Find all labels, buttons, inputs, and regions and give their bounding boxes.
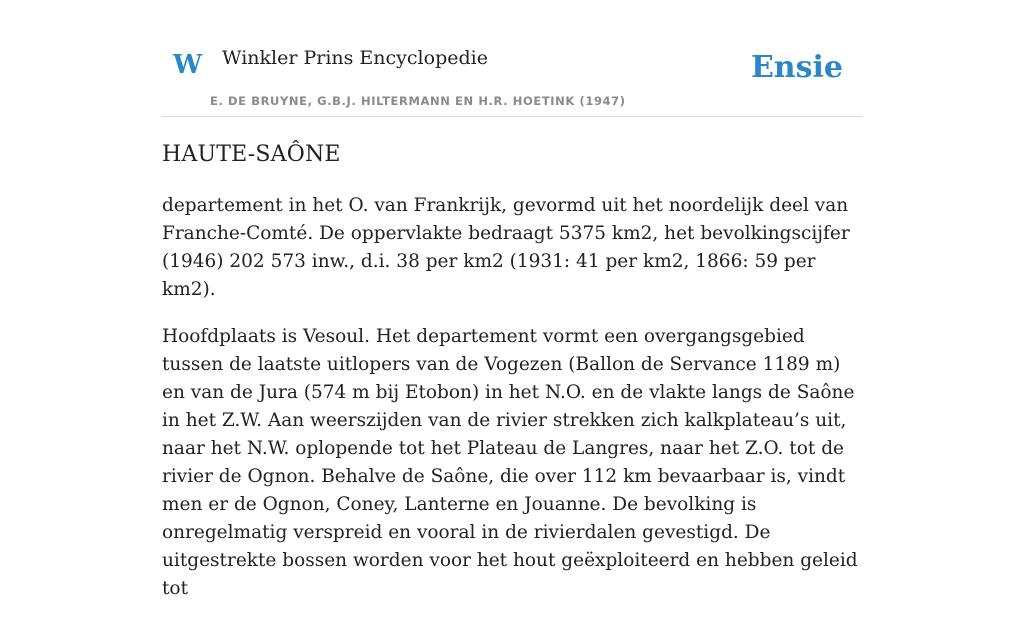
- source-authors: E. DE BRUYNE, G.B.J. HILTERMANN EN H.R. HOETINK (1947): [210, 94, 626, 108]
- article-paragraph: Hoofdplaats is Vesoul. Het departement vormt een overgangsgebied tussen de laatste uitlopers van de Vogezen (Ballon de Servance 1189 m) en van de Jura (574 m bij Etobon) in het N.O. en de vlakte langs de Saône in het Z.W. Aan weerszijden van de rivier strekken zich kalkplateau’s uit, naar het N.W. oplopende tot het Plateau de Langres, naar het Z.O. tot de rivier de Ognon. Behalve de Saône, die over 112 km bevaarbaar is, vindt men er de Ognon, Coney, Lanterne en Jouanne. De bevolking is onregelmatig verspreid en vooral in de rivierdalen gevestigd. De uitgestrekte bossen worden voor het hout geëxploiteerd en hebben geleid tot: [162, 326, 858, 599]
- winkler-prins-logo-icon[interactable]: W: [173, 50, 203, 80]
- source-title[interactable]: Winkler Prins Encyclopedie: [222, 47, 488, 69]
- article-paragraph: departement in het O. van Frankrijk, gevormd uit het noordelijk deel van Franche-Comté. De oppervlakte bedraagt 5375 km2, het bevolkingscijfer (1946) 202 573 inw., d.i. 38 per km2 (1931: 41 per km2, 1866: 59 per km2).: [162, 195, 850, 300]
- source-header: [162, 0, 862, 117]
- ensie-brand-link[interactable]: Ensie: [750, 50, 843, 85]
- article-body: [162, 192, 862, 622]
- article-headword: HAUTE-SAÔNE: [162, 142, 341, 167]
